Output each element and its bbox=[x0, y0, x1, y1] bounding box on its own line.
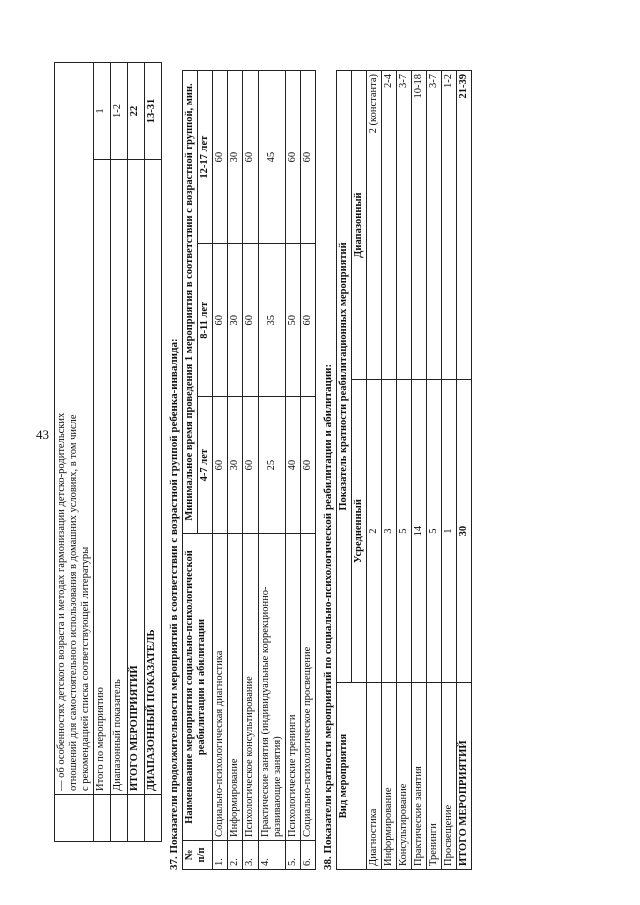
col-header-avg: Усредненный bbox=[351, 380, 366, 683]
section-38-caption: 38. Показатели кратности мероприятий по социально-психологической реабилитации и абилитации: bbox=[321, 363, 334, 870]
table-row bbox=[427, 71, 442, 870]
col-header-number: № п/п bbox=[183, 841, 213, 870]
col-header-type: Вид мероприятия bbox=[336, 683, 366, 870]
row-name: Консультирование bbox=[397, 683, 412, 870]
table-row bbox=[145, 63, 162, 842]
summary-value: 22 bbox=[128, 63, 145, 160]
summary-label: ДИАПАЗОННЫЙ ПОКАЗАТЕЛЬ bbox=[145, 160, 162, 795]
row-avg: 5 bbox=[397, 380, 412, 683]
row-range: 3-7 bbox=[427, 71, 442, 380]
table-row bbox=[285, 71, 300, 870]
row-value: 50 bbox=[285, 244, 300, 397]
row-number: 3. bbox=[243, 841, 258, 870]
col-header-name: Наименование мероприятия социально-психологической реабилитации и абилитации bbox=[183, 534, 213, 841]
row-value: 60 bbox=[213, 71, 228, 244]
row-range: 1-2 bbox=[442, 71, 457, 380]
row-value: 60 bbox=[243, 244, 258, 397]
row-name: Тренинги bbox=[427, 683, 442, 870]
row-number: 4. bbox=[258, 841, 285, 870]
blank-cell bbox=[128, 795, 145, 842]
row-value: 30 bbox=[228, 71, 243, 244]
row-value: 45 bbox=[258, 71, 285, 244]
row-value: 60 bbox=[213, 397, 228, 534]
row-number: 2. bbox=[228, 841, 243, 870]
row-value: 30 bbox=[228, 397, 243, 534]
row-value: 40 bbox=[285, 397, 300, 534]
summary-table bbox=[54, 62, 162, 842]
blank-cell bbox=[111, 795, 128, 842]
table-row bbox=[397, 71, 412, 870]
col-header-group: Показатель кратности реабилитационных мероприятий bbox=[336, 71, 351, 683]
row-avg: 1 bbox=[442, 380, 457, 683]
row-range: 3-7 bbox=[397, 71, 412, 380]
table-header-row bbox=[336, 71, 351, 870]
table-row bbox=[55, 63, 94, 842]
table-row bbox=[258, 71, 285, 870]
total-label: ИТОГО МЕРОПРИЯТИЙ bbox=[457, 683, 472, 870]
summary-label: Диапазонный показатель bbox=[111, 160, 128, 795]
col-header-time: Минимальное время проведения 1 мероприятия в соответствии с возрастной группой, мин. bbox=[183, 71, 198, 534]
row-number: 1. bbox=[213, 841, 228, 870]
total-avg: 30 bbox=[457, 380, 472, 683]
row-value: 25 bbox=[258, 397, 285, 534]
row-name: Практические занятия (индивидуальные коррекционно-развивающие занятия) bbox=[258, 534, 285, 841]
blank-cell bbox=[145, 795, 162, 842]
row-name: Диагностика bbox=[366, 683, 381, 870]
summary-label: ИТОГО МЕРОПРИЯТИЙ bbox=[128, 160, 145, 795]
row-avg: 3 bbox=[381, 380, 396, 683]
table-row bbox=[412, 71, 427, 870]
row-value: 60 bbox=[243, 71, 258, 244]
table-row bbox=[381, 71, 396, 870]
row-value: 30 bbox=[228, 244, 243, 397]
row-name: Информирование bbox=[381, 683, 396, 870]
col-header-age: 8-11 лет bbox=[198, 244, 213, 397]
text-line: с рекомендацией списка соответствующей литературы bbox=[80, 546, 92, 791]
row-name: Социально-психологическое просвещение bbox=[300, 534, 315, 841]
table-row bbox=[213, 71, 228, 870]
text-line: отношений для самостоятельного использования в домашних условиях, в том числе bbox=[68, 414, 80, 791]
row-name: Психологические тренинги bbox=[285, 534, 300, 841]
col-header-age: 4-7 лет bbox=[198, 397, 213, 534]
row-value: 35 bbox=[258, 244, 285, 397]
table-header-row bbox=[183, 71, 198, 870]
section-37-caption: 37. Показатели продолжительности мероприятий в соответствии с возрастной группой ребенка-инвалида: bbox=[168, 338, 181, 870]
summary-value: 13-31 bbox=[145, 63, 162, 160]
row-range: 10-18 bbox=[412, 71, 427, 380]
row-value: 60 bbox=[243, 397, 258, 534]
row-name: Практические занятия bbox=[412, 683, 427, 870]
row-number: 5. bbox=[285, 841, 300, 870]
table-row bbox=[300, 71, 315, 870]
text-line: — об особенностях детского возраста и методах гармонизации детско-родительских bbox=[56, 412, 67, 791]
col-header-age: 12-17 лет bbox=[198, 71, 213, 244]
row-avg: 2 bbox=[366, 380, 381, 683]
table-total-row bbox=[457, 71, 472, 870]
row-name: Информирование bbox=[228, 534, 243, 841]
row-name: Социально-психологическая диагностика bbox=[213, 534, 228, 841]
total-range: 21-39 bbox=[457, 71, 472, 380]
text-cell bbox=[55, 63, 94, 795]
table-row bbox=[228, 71, 243, 870]
col-header-range: Диапазонный bbox=[351, 71, 366, 380]
page-number: 43 bbox=[36, 427, 49, 442]
row-avg: 5 bbox=[427, 380, 442, 683]
summary-value: 1-2 bbox=[111, 63, 128, 160]
duration-table bbox=[182, 70, 316, 870]
table-row bbox=[366, 71, 381, 870]
row-range: 2 (константа) bbox=[366, 71, 381, 380]
table-row bbox=[243, 71, 258, 870]
frequency-table bbox=[336, 70, 473, 870]
row-value: 60 bbox=[285, 71, 300, 244]
row-value: 60 bbox=[213, 244, 228, 397]
row-avg: 14 bbox=[412, 380, 427, 683]
row-number: 6. bbox=[300, 841, 315, 870]
rotated-page-content bbox=[54, 30, 574, 870]
summary-value: 1 bbox=[94, 63, 111, 160]
row-name: Психологическое консультирование bbox=[243, 534, 258, 841]
row-value: 60 bbox=[300, 397, 315, 534]
row-name: Просвещение bbox=[442, 683, 457, 870]
table-row bbox=[94, 63, 111, 842]
row-value: 60 bbox=[300, 244, 315, 397]
summary-label: Итого по мероприятию bbox=[94, 160, 111, 795]
table-row bbox=[111, 63, 128, 842]
blank-cell bbox=[55, 795, 94, 842]
table-row bbox=[442, 71, 457, 870]
row-value: 60 bbox=[300, 71, 315, 244]
table-row bbox=[128, 63, 145, 842]
row-range: 2-4 bbox=[381, 71, 396, 380]
blank-cell bbox=[94, 795, 111, 842]
